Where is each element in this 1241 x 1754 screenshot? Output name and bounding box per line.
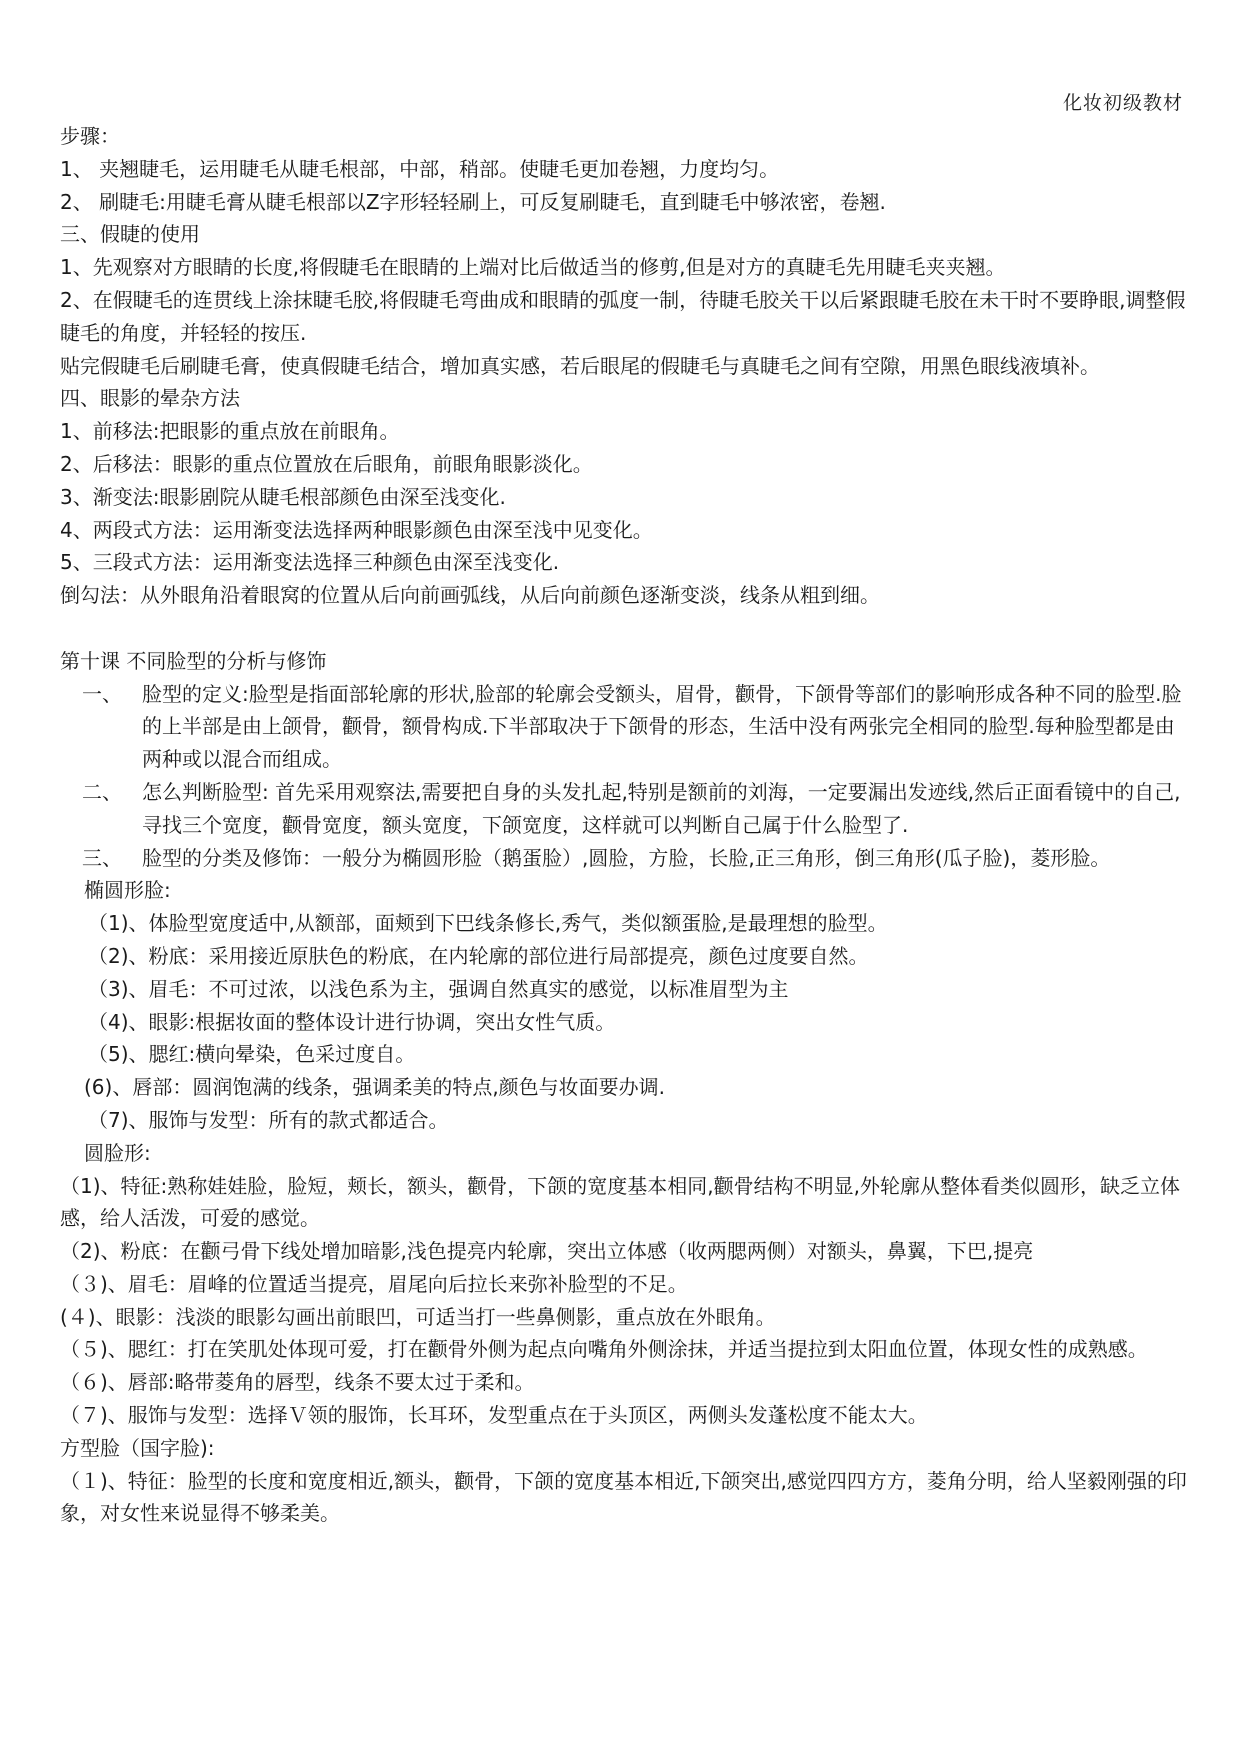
section-c-paragraph-line: （4)、眼影:根据妆面的整体设计进行协调，突出女性气质。 xyxy=(88,1009,616,1034)
section-a-paragraph-line: 第十课 不同脸型的分析与修饰 xyxy=(60,648,327,673)
text-section-face-types xyxy=(60,874,1190,1530)
numbered-item xyxy=(82,776,1190,842)
section-a-paragraph-line: 4、两段式方法：运用渐变法选择两种眼影颜色由深至浅中见变化。 xyxy=(60,517,653,542)
item-text: 怎么判断脸型: 首先采用观察法,需要把自身的头发扎起,特别是额前的刘海，一定要漏出发迹线,然后正面看镜中的自己,寻找三个宽度，颧骨宽度，额头宽度，下颌宽度，这样就可以判断自己属于什么脸型了. xyxy=(142,779,1181,837)
section-c-paragraph-line: （１)、特征：脸型的长度和宽度相近,额头，颧骨，下颌的宽度基本相近,下颌突出,感觉四四方方，菱角分明，给人坚毅刚强的印象，对女性来说显得不够柔美。 xyxy=(60,1468,1187,1526)
section-a-paragraph-line: 步骤： xyxy=(60,124,120,148)
section-a-blank-line xyxy=(60,612,1190,645)
section-c-paragraph-line: （６)、唇部:略带菱角的唇型，线条不要太过于柔和。 xyxy=(60,1370,535,1395)
section-a-paragraph-line: 2、在假睫毛的连贯线上涂抹睫毛胶,将假睫毛弯曲成和眼睛的弧度一制，待睫毛胶关干以后紧跟睫毛胶在未干时不要睁眼,调整假睫毛的角度，并轻轻的按压. xyxy=(60,287,1186,345)
section-c-paragraph-line: 圆脸形: xyxy=(84,1140,151,1165)
section-c-paragraph-line: （2)、粉底：在颧弓骨下线处增加暗影,浅色提亮内轮廓，突出立体感（收两腮两侧）对额头，鼻翼，下巴,提亮 xyxy=(60,1239,1034,1264)
item-number: 一、 xyxy=(82,681,122,706)
section-c-paragraph-line: （５)、腮红：打在笑肌处体现可爱，打在颧骨外侧为起点向嘴角外侧涂抹，并适当提拉到太阳血位置，体现女性的成熟感。 xyxy=(60,1337,1148,1362)
numbered-list-face-shape xyxy=(60,678,1190,875)
page-body xyxy=(60,120,1190,1530)
numbered-item xyxy=(82,842,1190,875)
numbered-item xyxy=(82,678,1190,776)
section-a-paragraph-line: 2、后移法：眼影的重点位置放在后眼角，前眼角眼影淡化。 xyxy=(60,451,593,476)
section-c-paragraph-line: （７)、服饰与发型：选择Ｖ领的服饰，长耳环，发型重点在于头顶区，两侧头发蓬松度不能太大。 xyxy=(60,1403,928,1428)
section-c-paragraph-line: (6)、唇部：圆润饱满的线条，强调柔美的特点,颜色与妆面要办调. xyxy=(84,1075,666,1100)
section-a-paragraph-line: 5、三段式方法：运用渐变法选择三种颜色由深至浅变化. xyxy=(60,550,560,575)
section-c-paragraph-line: （7)、服饰与发型：所有的款式都适合。 xyxy=(88,1107,449,1132)
section-a-paragraph-line: 1、前移法:把眼影的重点放在前眼角。 xyxy=(60,419,400,444)
section-a-paragraph-line: 四、眼影的晕杂方法 xyxy=(60,386,240,411)
section-a-paragraph-line: 倒勾法：从外眼角沿着眼窝的位置从后向前画弧线，从后向前颜色逐渐变淡，线条从粗到细。 xyxy=(60,583,880,608)
section-c-paragraph-line: （1)、体脸型宽度适中,从额部，面颊到下巴线条修长,秀气，类似额蛋脸,是最理想的脸型。 xyxy=(88,911,888,936)
item-number: 三、 xyxy=(82,845,122,870)
section-a-paragraph-line: 3、渐变法:眼影剧院从睫毛根部颜色由深至浅变化. xyxy=(60,484,506,509)
section-c-paragraph-line: （３)、眉毛：眉峰的位置适当提亮，眉尾向后拉长来弥补脸型的不足。 xyxy=(60,1271,688,1296)
section-c-paragraph-line: 方型脸（国字脸): xyxy=(60,1435,215,1460)
section-c-paragraph-line: （3)、眉毛：不可过浓，以浅色系为主，强调自然真实的感觉，以标准眉型为主 xyxy=(88,976,789,1001)
item-number: 二、 xyxy=(82,779,122,804)
item-text: 脸型的分类及修饰：一般分为椭圆形脸（鹅蛋脸）,圆脸，方脸，长脸,正三角形，倒三角形(瓜子脸)，菱形脸。 xyxy=(142,845,1111,870)
section-a-paragraph-line: 三、假睫的使用 xyxy=(60,222,200,247)
section-c-paragraph-line: （1)、特征:熟称娃娃脸，脸短，颊长，额头，颧骨，下颌的宽度基本相同,颧骨结构不明显,外轮廓从整体看类似圆形，缺乏立体感，给人活泼，可爱的感觉。 xyxy=(60,1173,1180,1231)
section-a-paragraph-line: 2、 刷睫毛:用睫毛膏从睫毛根部以Z字形轻轻刷上，可反复刷睫毛，直到睫毛中够浓密，卷翘. xyxy=(60,189,886,214)
section-c-paragraph-line: 椭圆形脸: xyxy=(84,878,171,903)
running-header: 化妆初级教材 xyxy=(1062,92,1183,114)
section-c-paragraph-line: (４)、眼影：浅淡的眼影勾画出前眼凹，可适当打一些鼻侧影，重点放在外眼角。 xyxy=(60,1304,776,1329)
section-c-paragraph-line: （5)、腮红:横向晕染，色采过度自。 xyxy=(88,1042,416,1067)
item-text: 脸型的定义:脸型是指面部轮廓的形状,脸部的轮廓会受额头，眉骨，颧骨，下颌骨等部们的影响形成各种不同的脸型.脸的上半部是由上颌骨，颧骨，额骨构成.下半部取决于下颌骨的形态，生活中没有两张完全相同的脸型.每种脸型都是由两种或以混合而组成。 xyxy=(142,681,1182,772)
section-a-paragraph-line: 1、 夹翘睫毛，运用睫毛从睫毛根部，中部，稍部。使睫毛更加卷翘，力度均匀。 xyxy=(60,156,780,181)
section-c-paragraph-line: （2)、粉底：采用接近原肤色的粉底，在内轮廓的部位进行局部提亮，颜色过度要自然。 xyxy=(88,943,869,968)
section-a-paragraph-line: 贴完假睫毛后刷睫毛膏，使真假睫毛结合，增加真实感，若后眼尾的假睫毛与真睫毛之间有空隙，用黑色眼线液填补。 xyxy=(60,353,1100,378)
section-a-paragraph-line: 1、先观察对方眼睛的长度,将假睫毛在眼睛的上端对比后做适当的修剪,但是对方的真睫毛先用睫毛夹夹翘。 xyxy=(60,255,1006,280)
text-section-eyelash xyxy=(60,120,1190,678)
